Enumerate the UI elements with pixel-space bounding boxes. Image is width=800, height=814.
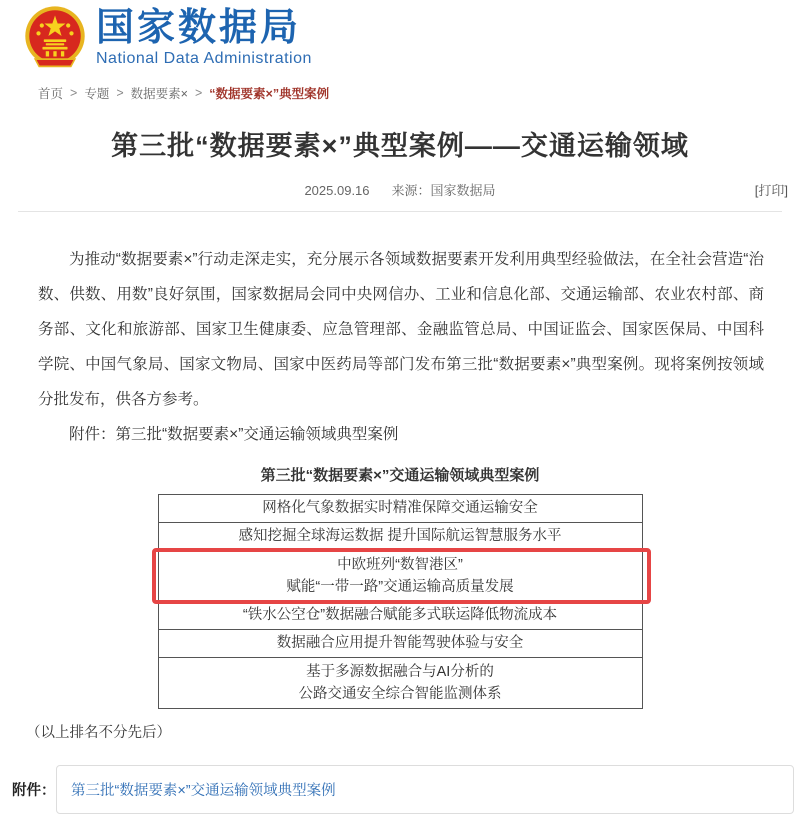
- site-header: [0, 0, 800, 74]
- case-title-text: 基于多源数据融合与AI分析的: [306, 664, 494, 680]
- case-table-title: 第三批“数据要素×”交通运输领域典型案例: [260, 467, 540, 484]
- publish-date: 2025.09.16: [304, 183, 370, 198]
- attachment-download-link[interactable]: 第三批“数据要素×”交通运输领域典型案例: [71, 783, 336, 799]
- china-national-emblem-icon: [22, 5, 88, 71]
- case-title-text: 赋能“一带一路”交通运输高质量发展: [286, 579, 514, 595]
- case-title-text: “铁水公空仓”数据融合赋能多式联运降低物流成本: [242, 607, 558, 623]
- case-title-text: 数据融合应用提升智能驾驶体验与安全: [276, 635, 524, 651]
- case-title-text: 公路交通安全综合智能监测体系: [298, 686, 502, 702]
- breadcrumb-item[interactable]: 首页: [38, 87, 64, 101]
- header-divider: [18, 211, 782, 212]
- article-paragraph: 为推动“数据要素×”行动走深走实，充分展示各领域数据要素开发利用典型经验做法，在全社会营造“治数、供数、用数”良好氛围，国家数据局会同中央网信办、工业和信息化部、交通运输部、农业农村部、商务部、文化和旅游部、国家卫生健康委、应急管理部、金融监管总局、中国证监会、国家医保局、中国科学院、中国气象局、国家文物局、国家中医药局等部门发布第三批“数据要素×”典型案例。现将案例按领域分批发布，供各方参考。: [38, 251, 764, 408]
- case-title-text: 中欧班列“数智港区”: [337, 557, 463, 573]
- breadcrumb: [38, 84, 800, 102]
- site-title: 国家数据局: [96, 7, 302, 49]
- case-row: [159, 629, 642, 657]
- case-row-highlighted: [159, 550, 642, 601]
- breadcrumb-separator: >: [116, 86, 124, 100]
- article-body: [38, 242, 764, 452]
- rank-note: （以上排名不分先后）: [26, 725, 171, 741]
- case-table: [158, 494, 643, 709]
- attachment-label: 附件：: [12, 783, 56, 799]
- case-title-text: 感知挖掘全球海运数据 提升国际航运智慧服务水平: [238, 528, 562, 544]
- breadcrumb-item[interactable]: 数据要素×: [130, 87, 188, 101]
- footer-attachment-row: [12, 765, 794, 814]
- article-meta: [0, 180, 800, 196]
- case-row: [159, 657, 642, 708]
- attachment-box: [56, 765, 794, 814]
- page-title: 第三批“数据要素×”典型案例——交通运输领域: [111, 131, 689, 161]
- print-button[interactable]: [打印]: [754, 183, 788, 198]
- breadcrumb-item[interactable]: 专题: [84, 87, 110, 101]
- case-row: [159, 601, 642, 629]
- article-source: 来源：国家数据局: [391, 183, 496, 198]
- breadcrumb-separator: >: [70, 86, 78, 100]
- attachment-mention-line: 附件：第三批“数据要素×”交通运输领域典型案例: [69, 426, 399, 443]
- site-subtitle: National Data Administration: [96, 50, 312, 67]
- case-title-text: 网格化气象数据实时精准保障交通运输安全: [262, 500, 538, 516]
- breadcrumb-separator: >: [194, 86, 203, 100]
- case-row: [159, 522, 642, 550]
- breadcrumb-item: “数据要素×”典型案例: [209, 87, 330, 101]
- case-row: [159, 495, 642, 522]
- site-names: [96, 5, 312, 68]
